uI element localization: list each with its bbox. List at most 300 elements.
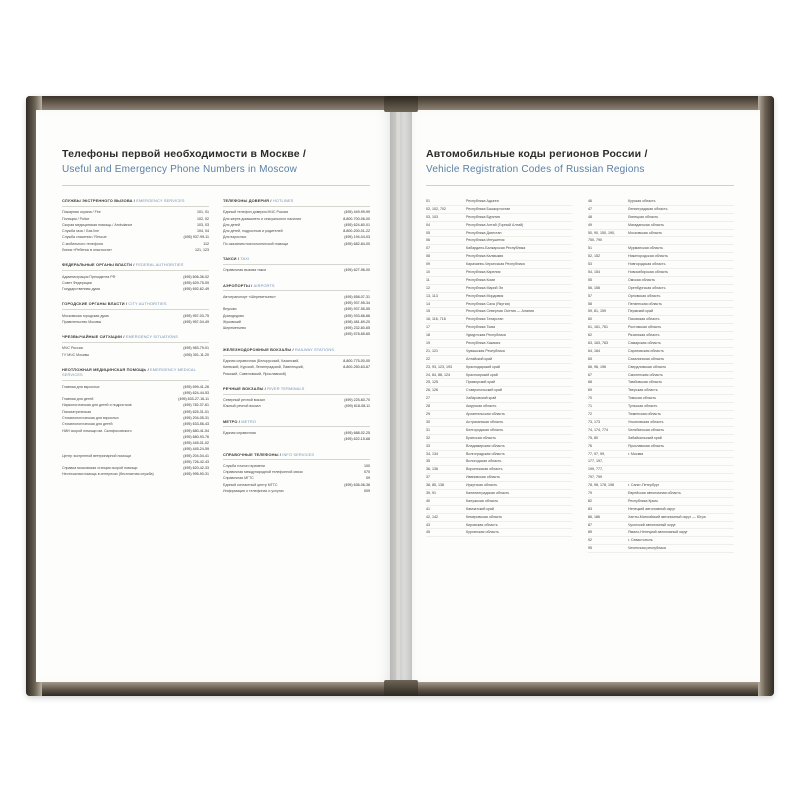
region-name: Московская область <box>628 230 663 235</box>
region-name: Пермский край <box>628 309 654 314</box>
phone-entry-number: 8-800-250-63-67 <box>343 365 370 370</box>
region-name <box>628 458 734 465</box>
region-name: Красноярский край <box>466 372 498 377</box>
phone-section <box>223 283 370 338</box>
region-name: Тверская область <box>628 388 658 393</box>
region-code-row <box>588 395 734 403</box>
phone-entry-number: 103, 03 <box>197 222 209 227</box>
region-code: 55 <box>588 277 592 282</box>
region-code: 09 <box>426 262 430 267</box>
phone-section <box>62 367 209 478</box>
region-code-row <box>426 482 572 490</box>
title-divider <box>62 185 370 186</box>
region-code-row <box>588 316 734 324</box>
phone-entry-label: По оказанию психологической помощи <box>223 241 289 246</box>
region-code-row <box>588 285 734 293</box>
region-code: 47 <box>588 206 592 211</box>
phone-entry-number: (498) 481-69-20 <box>344 319 370 324</box>
region-code-row <box>588 293 734 301</box>
region-code: 177, 197, <box>588 459 603 464</box>
section-heading-en: CITY AUTHORITIES <box>127 301 167 307</box>
section-heading <box>223 347 370 352</box>
phone-entry-label: Совет Федерации <box>62 280 92 285</box>
phone-entry <box>62 247 209 253</box>
phone-entry-label: ГУ МЧС Москвы <box>62 352 90 357</box>
region-name: Свердловская область <box>628 364 667 369</box>
region-code-row <box>426 277 572 285</box>
region-code: 59, 81, 159 <box>588 309 606 314</box>
region-code-row <box>426 340 572 348</box>
phone-entry-number: 102, 02 <box>197 216 209 221</box>
region-code-row <box>426 308 572 316</box>
phone-section <box>62 334 209 358</box>
region-code: 07 <box>426 246 430 251</box>
region-code: 08 <box>426 254 430 259</box>
region-code-row <box>588 474 734 482</box>
phone-entry-label: Автотранспорт «Шереметьево» <box>223 294 276 299</box>
region-code: 199, 777, <box>588 467 603 472</box>
region-code: 01 <box>426 199 430 203</box>
phone-entry-number: 09 <box>366 476 370 481</box>
region-code: 52, 152 <box>588 254 600 259</box>
region-code-row <box>588 237 734 245</box>
region-code: 51 <box>588 246 592 251</box>
region-code: 05 <box>426 230 430 235</box>
region-code-row <box>426 230 572 238</box>
region-code: 54, 154 <box>588 270 600 275</box>
phone-entry-label: Для детей, подростков и родителей <box>223 229 283 234</box>
section-divider <box>62 206 209 207</box>
section-heading-ru: ЖЕЛЕЗНОДОРОЖНЫЕ ВОКЗАЛЫ / <box>223 346 294 352</box>
region-name: Воронежская область <box>466 467 503 472</box>
region-name: Пензенская область <box>628 301 662 306</box>
region-name: Нижегородская область <box>628 254 668 259</box>
region-code-row <box>426 261 572 269</box>
region-name: Ростовская область <box>628 325 662 330</box>
region-code-row <box>426 316 572 324</box>
phone-entry-label: Стоматологическая для взрослых <box>62 415 119 420</box>
region-code: 61, 161, 761 <box>588 325 608 330</box>
region-code-row <box>588 490 734 498</box>
phone-entry <box>223 241 370 247</box>
phone-entry-number: 100 <box>364 463 370 468</box>
phone-entry <box>223 371 370 377</box>
phone-entry-number: (495) 606-36-02 <box>183 274 209 279</box>
region-name: Владимирская область <box>466 443 505 448</box>
phone-entry-number: (495) 445-24-59 <box>183 447 209 452</box>
region-name: Чукотский автономный округ <box>628 522 676 527</box>
phone-entry-label: Стоматологическая для детей <box>62 422 113 427</box>
phone-entry <box>62 286 209 292</box>
region-code: 75, 80 <box>588 435 598 440</box>
section-heading-ru: ЧРЕЗВЫЧАЙНЫЕ СИТУАЦИИ / <box>62 334 125 340</box>
region-name: Карачаево-Черкесская Республика <box>466 262 525 267</box>
section-heading <box>223 256 370 261</box>
phone-entry-number: (495) 726-42-43 <box>183 459 209 464</box>
region-code-row <box>588 498 734 506</box>
region-code-row <box>588 214 734 222</box>
section-heading-en: EMERGENCY MEDICAL SERVICES <box>62 367 196 378</box>
region-code: 03, 103 <box>426 214 438 219</box>
region-name: Иркутская область <box>466 483 498 488</box>
phone-entry-label: С мобильного телефона <box>62 241 103 246</box>
region-code: 72 <box>588 412 592 417</box>
region-name: Кировская область <box>466 522 498 527</box>
region-name: Самарская область <box>628 341 661 346</box>
phone-entry <box>223 331 370 337</box>
region-code-row <box>426 198 572 206</box>
phone-entry-number: (495) 682-84-00 <box>344 241 370 246</box>
region-name: Чувашская Республика <box>466 348 505 353</box>
region-name: Тюменская область <box>628 412 661 417</box>
phone-entry-number: 101, 01 <box>197 210 209 215</box>
phone-entry-label: Северный речной вокзал <box>223 398 265 403</box>
region-name: Оренбургская область <box>628 285 666 290</box>
region-name: Кемеровская область <box>466 514 503 519</box>
region-code: 67 <box>588 372 592 377</box>
section-heading <box>62 262 209 267</box>
phone-entry-number: (495) 194-04-03 <box>344 235 370 240</box>
region-code-row <box>426 435 572 443</box>
region-code: 27 <box>426 396 430 401</box>
phone-entry-label: Киевский, Курский, Ленинградский, Павелецкий, <box>223 365 304 370</box>
region-code: 40 <box>426 498 430 503</box>
region-name <box>628 474 734 481</box>
region-name: Орловская область <box>628 293 661 298</box>
section-heading-ru: АЭРОПОРТЫ / <box>223 282 253 288</box>
phone-entry-label: Линия «Ребенок в опасности» <box>62 247 113 252</box>
phone-entry-number: (495) 629-75-09 <box>183 280 209 285</box>
region-name: Ставропольский край <box>466 388 502 393</box>
phone-entry-label: Полиция / Police <box>62 216 90 221</box>
phone-section <box>223 452 370 495</box>
section-divider <box>223 394 370 395</box>
region-name: Алтайский край <box>466 356 493 361</box>
spine-bottom-edge <box>384 680 418 696</box>
phone-entry-label: Служба спасения / Rescue <box>62 235 107 240</box>
region-name: Калужская область <box>466 498 499 503</box>
region-code: 23, 93, 123, 193 <box>426 364 452 369</box>
phone-entry-label: Шереметьево <box>223 326 247 331</box>
region-name: Ленинградская область <box>628 206 668 211</box>
region-code: 37 <box>426 475 430 480</box>
phone-entry-number: (495) 995-90-31 <box>183 472 209 477</box>
phone-entry-label <box>223 436 338 442</box>
region-code-row <box>426 443 572 451</box>
section-divider <box>223 264 370 265</box>
section-heading-en: TAXI <box>239 255 250 261</box>
phone-entry-number: (495) 937-99-11 <box>183 235 209 240</box>
region-code: 68 <box>588 380 592 385</box>
section-heading <box>223 452 370 457</box>
phone-entry-label: Для взрослых <box>223 235 247 240</box>
region-name: Приморский край <box>466 380 496 385</box>
region-code-row <box>426 458 572 466</box>
region-name: Астраханская область <box>466 419 504 424</box>
region-code: 17 <box>426 325 430 330</box>
region-code: 70 <box>588 396 592 401</box>
region-code-row <box>588 261 734 269</box>
region-code-row <box>426 522 572 530</box>
region-code-row <box>588 514 734 522</box>
phone-entry-number: (495) 622-15-68 <box>344 437 370 442</box>
region-code: 87 <box>588 522 592 527</box>
phone-entry <box>62 319 209 325</box>
phone-entry-label: Справочная МГТС <box>223 476 254 481</box>
region-name: Тульская область <box>628 404 658 409</box>
phone-entry-label: Единый контактный центр МГТС <box>223 482 278 487</box>
region-code: 74, 174, 774 <box>588 427 608 432</box>
phone-entry-label <box>223 331 338 337</box>
region-code: 33 <box>426 443 430 448</box>
phone-entry-number: (495) 680-41-54 <box>183 428 209 433</box>
phone-entry <box>223 488 370 494</box>
region-code-row <box>426 379 572 387</box>
phone-entry <box>223 267 370 273</box>
phone-entry-number: (495) 658-07-31 <box>344 294 370 299</box>
region-name: Хабаровский край <box>466 396 497 401</box>
region-code: 12 <box>426 285 430 290</box>
section-heading-en: RAILWAY STATIONS <box>293 346 335 352</box>
region-name: Магаданская область <box>628 222 665 227</box>
region-code: 13, 113 <box>426 293 438 298</box>
region-code: 45 <box>426 530 430 535</box>
phone-entry-number: 009 <box>364 488 370 493</box>
region-code: 65 <box>588 356 592 361</box>
region-name: Ивановская область <box>466 475 500 480</box>
region-code-row <box>588 277 734 285</box>
region-name: Республика Крым <box>628 498 658 503</box>
phone-entry-number: (495) 957-03-75 <box>183 313 209 318</box>
region-name: Омская область <box>628 277 655 282</box>
section-heading-en: FEDERAL AUTHORITIES <box>134 262 184 268</box>
region-code-row <box>588 506 734 514</box>
phone-entry-label: Служба газа / Gas line <box>62 229 99 234</box>
region-code-row <box>588 308 734 316</box>
region-code: 25, 125 <box>426 380 438 385</box>
region-code: 48 <box>588 214 592 219</box>
region-name: Смоленская область <box>628 372 663 377</box>
region-code-row <box>588 198 734 206</box>
region-code: 34, 134 <box>426 451 438 456</box>
phone-entry <box>223 436 370 442</box>
region-code-row <box>426 364 572 372</box>
region-name: Удмуртская Республика <box>466 333 506 338</box>
region-code: 10 <box>426 270 430 275</box>
phone-entry-number: (495) 624-44-53 <box>183 390 209 395</box>
phone-entry-number: (495) 699-41-26 <box>183 384 209 389</box>
region-name: Республика Татарстан <box>466 317 504 322</box>
region-code-row <box>426 253 572 261</box>
phone-entry-number: (495) 445-01-02 <box>183 441 209 446</box>
section-divider <box>223 459 370 460</box>
left-page <box>36 110 396 682</box>
region-name: Республика Калмыкия <box>466 254 504 259</box>
section-heading-ru: МЕТРО / <box>223 418 240 424</box>
phone-entry-number: (495) 957-04-49 <box>183 319 209 324</box>
region-name: Курская область <box>628 199 656 203</box>
region-code: 02, 102, 702 <box>426 206 446 211</box>
region-name: Республика Марий Эл <box>466 285 504 290</box>
phone-entry-number: (495) 937-55-55 <box>344 307 370 312</box>
region-name: г. Москва <box>628 451 644 456</box>
phone-entry-label: Единый телефон доверия МЧС России <box>223 210 289 215</box>
phone-entry-label: Жуковский <box>223 319 241 324</box>
section-heading-en: HOTLINES <box>271 198 294 203</box>
region-name: г. Севастополь <box>628 538 653 543</box>
region-code-row <box>426 451 572 459</box>
region-name: Республика Тыва <box>466 325 495 330</box>
section-heading <box>62 198 209 203</box>
phone-entry-number: (495) 688-02-25 <box>344 430 370 435</box>
cover-edge-right <box>758 96 774 696</box>
phone-entry-number: (495) 449-99-99 <box>344 210 370 215</box>
phone-entry-label: Государственная дума <box>62 287 100 292</box>
region-code: 36, 136 <box>426 467 438 472</box>
region-code: 31 <box>426 427 430 432</box>
region-name: Курганская область <box>466 530 499 535</box>
region-code: 30 <box>426 419 430 424</box>
region-name: Новгородская область <box>628 262 666 267</box>
region-code-row <box>426 514 572 522</box>
region-name: Чеченская республика <box>628 546 666 551</box>
region-code: 15 <box>426 309 430 314</box>
region-name: Вологодская область <box>466 459 502 464</box>
region-code-row <box>426 245 572 253</box>
region-code-row <box>426 301 572 309</box>
region-code: 95 <box>588 546 592 551</box>
phone-entry-label: Главная для детей <box>62 397 94 402</box>
title-divider <box>426 185 734 186</box>
section-heading <box>62 334 209 339</box>
region-code: 39, 91 <box>426 490 436 495</box>
region-name: Псковская область <box>628 317 660 322</box>
region-code-row <box>588 332 734 340</box>
phone-entry-label: Неотложная помощь в интересах (бесплатная служба) <box>62 472 154 477</box>
phone-entry-label: Рижский, Савеловский, Ярославский) <box>223 371 286 376</box>
region-name: Республика Адыгея <box>466 199 499 203</box>
left-page-title: Телефоны первой необходимости в Москве / <box>62 148 307 160</box>
region-code-row <box>588 222 734 230</box>
phone-section <box>62 198 209 253</box>
phone-section <box>223 198 370 247</box>
phone-entry-label: Домодедово <box>223 313 244 318</box>
region-name: Камчатский край <box>466 506 494 511</box>
region-code-row <box>426 403 572 411</box>
region-code-row <box>588 537 734 545</box>
phone-entry-number: 070 <box>364 470 370 475</box>
phone-entry-label: Пожарная охрана / Fire <box>62 210 101 215</box>
region-name: Республика Северная Осетия — Алания <box>466 309 534 314</box>
section-heading-ru: ФЕДЕРАЛЬНЫЕ ОРГАНЫ ВЛАСТИ / <box>62 262 135 268</box>
region-name: Забайкальский край <box>628 435 662 440</box>
region-name: Ямало-Ненецкий автономный округ <box>628 530 688 535</box>
phone-entry-number: (495) 692-62-49 <box>183 287 209 292</box>
region-code: 77, 97, 99, <box>588 451 605 456</box>
region-name: Калининградская область <box>466 490 510 495</box>
section-heading-en: AIRPORTS <box>252 282 275 288</box>
section-heading <box>62 367 209 378</box>
region-code-row <box>426 324 572 332</box>
region-name <box>628 237 734 244</box>
region-code: 66, 96, 196 <box>588 364 606 369</box>
right-page <box>400 110 760 682</box>
region-code: 04 <box>426 222 430 227</box>
region-code-row <box>588 466 734 474</box>
region-name: Архангельская область <box>466 412 505 417</box>
phone-entry-number: 8-800-775-00-00 <box>343 359 370 363</box>
section-heading-ru: СПРАВОЧНЫЕ ТЕЛЕФОНЫ / <box>223 451 282 457</box>
phone-entry-number: 121, 123 <box>195 247 209 252</box>
region-name: Саратовская область <box>628 348 664 353</box>
region-code: 22 <box>426 356 430 361</box>
region-code: 57 <box>588 293 592 298</box>
region-code-row <box>588 387 734 395</box>
region-code: 76 <box>588 443 592 448</box>
region-name: Республика Ингушетия <box>466 238 505 243</box>
region-code: 38, 85, 138 <box>426 483 444 488</box>
phone-entry-number: 112 <box>203 241 209 246</box>
region-code: 86, 186 <box>588 514 600 519</box>
region-code: 18 <box>426 333 430 338</box>
phone-entry-number: (495) 625-31-01 <box>183 409 209 414</box>
phone-entry-number: (495) 633-27-16-11 <box>178 397 209 402</box>
left-page-column-2 <box>223 198 370 503</box>
region-code-row <box>588 301 734 309</box>
region-code-row <box>426 222 572 230</box>
region-name: Амурская область <box>466 404 497 409</box>
region-name: Брянская область <box>466 435 496 440</box>
phone-entry-label: Наркологическая для детей и подростков <box>62 403 132 408</box>
region-code: 69 <box>588 388 592 393</box>
region-code: 82 <box>588 498 592 503</box>
region-code-row <box>426 411 572 419</box>
phone-entry-number: (495) 578-65-65 <box>344 332 370 337</box>
phone-entry-label: НИИ скорой помощи им. Склифосовского <box>62 428 132 433</box>
section-heading-ru: ГОРОДСКИЕ ОРГАНЫ ВЛАСТИ / <box>62 301 128 307</box>
region-code: 16, 116, 716 <box>426 317 446 322</box>
phone-entry-number: (495) 680-93-76 <box>183 434 209 439</box>
phone-entry-label: МЧС России <box>62 346 83 351</box>
region-code-row <box>426 372 572 380</box>
region-name: Республика Коми <box>466 277 496 282</box>
phone-entry <box>62 352 209 358</box>
region-code: 49 <box>588 222 592 227</box>
phone-entry-number: (495) 983-79-01 <box>183 346 209 351</box>
region-code: 14 <box>426 301 430 306</box>
region-code: 750, 790 <box>588 238 602 243</box>
phone-entry-number: (495) 782-37-61 <box>183 403 209 408</box>
region-name: Ханты-Мансийский автономный округ — Югра <box>628 514 706 519</box>
phone-entry-number: (495) 232-60-65 <box>344 326 370 331</box>
region-code: 64, 164 <box>588 348 600 353</box>
region-code-row <box>426 466 572 474</box>
phone-entry-label: Правительство Москвы <box>62 319 102 324</box>
left-page-column-1 <box>62 198 209 503</box>
section-heading <box>223 198 370 203</box>
section-heading-en: RIVER TERMINALS <box>265 385 305 391</box>
phone-entry-label: Скорая медицинская помощь / Ambulance <box>62 222 133 227</box>
phone-entry-label: Московская городская дума <box>62 313 109 318</box>
region-code: 19 <box>426 341 430 346</box>
phone-entry-label: Центр экстренной ветеринарной помощи <box>62 453 131 458</box>
region-code: 56, 156 <box>588 285 600 290</box>
phone-entry-number: (495) 301-11-20 <box>183 352 209 357</box>
phone-entry-label: Внуково <box>223 307 237 312</box>
section-divider <box>223 355 370 356</box>
phone-section <box>223 386 370 410</box>
region-code-row <box>426 332 572 340</box>
